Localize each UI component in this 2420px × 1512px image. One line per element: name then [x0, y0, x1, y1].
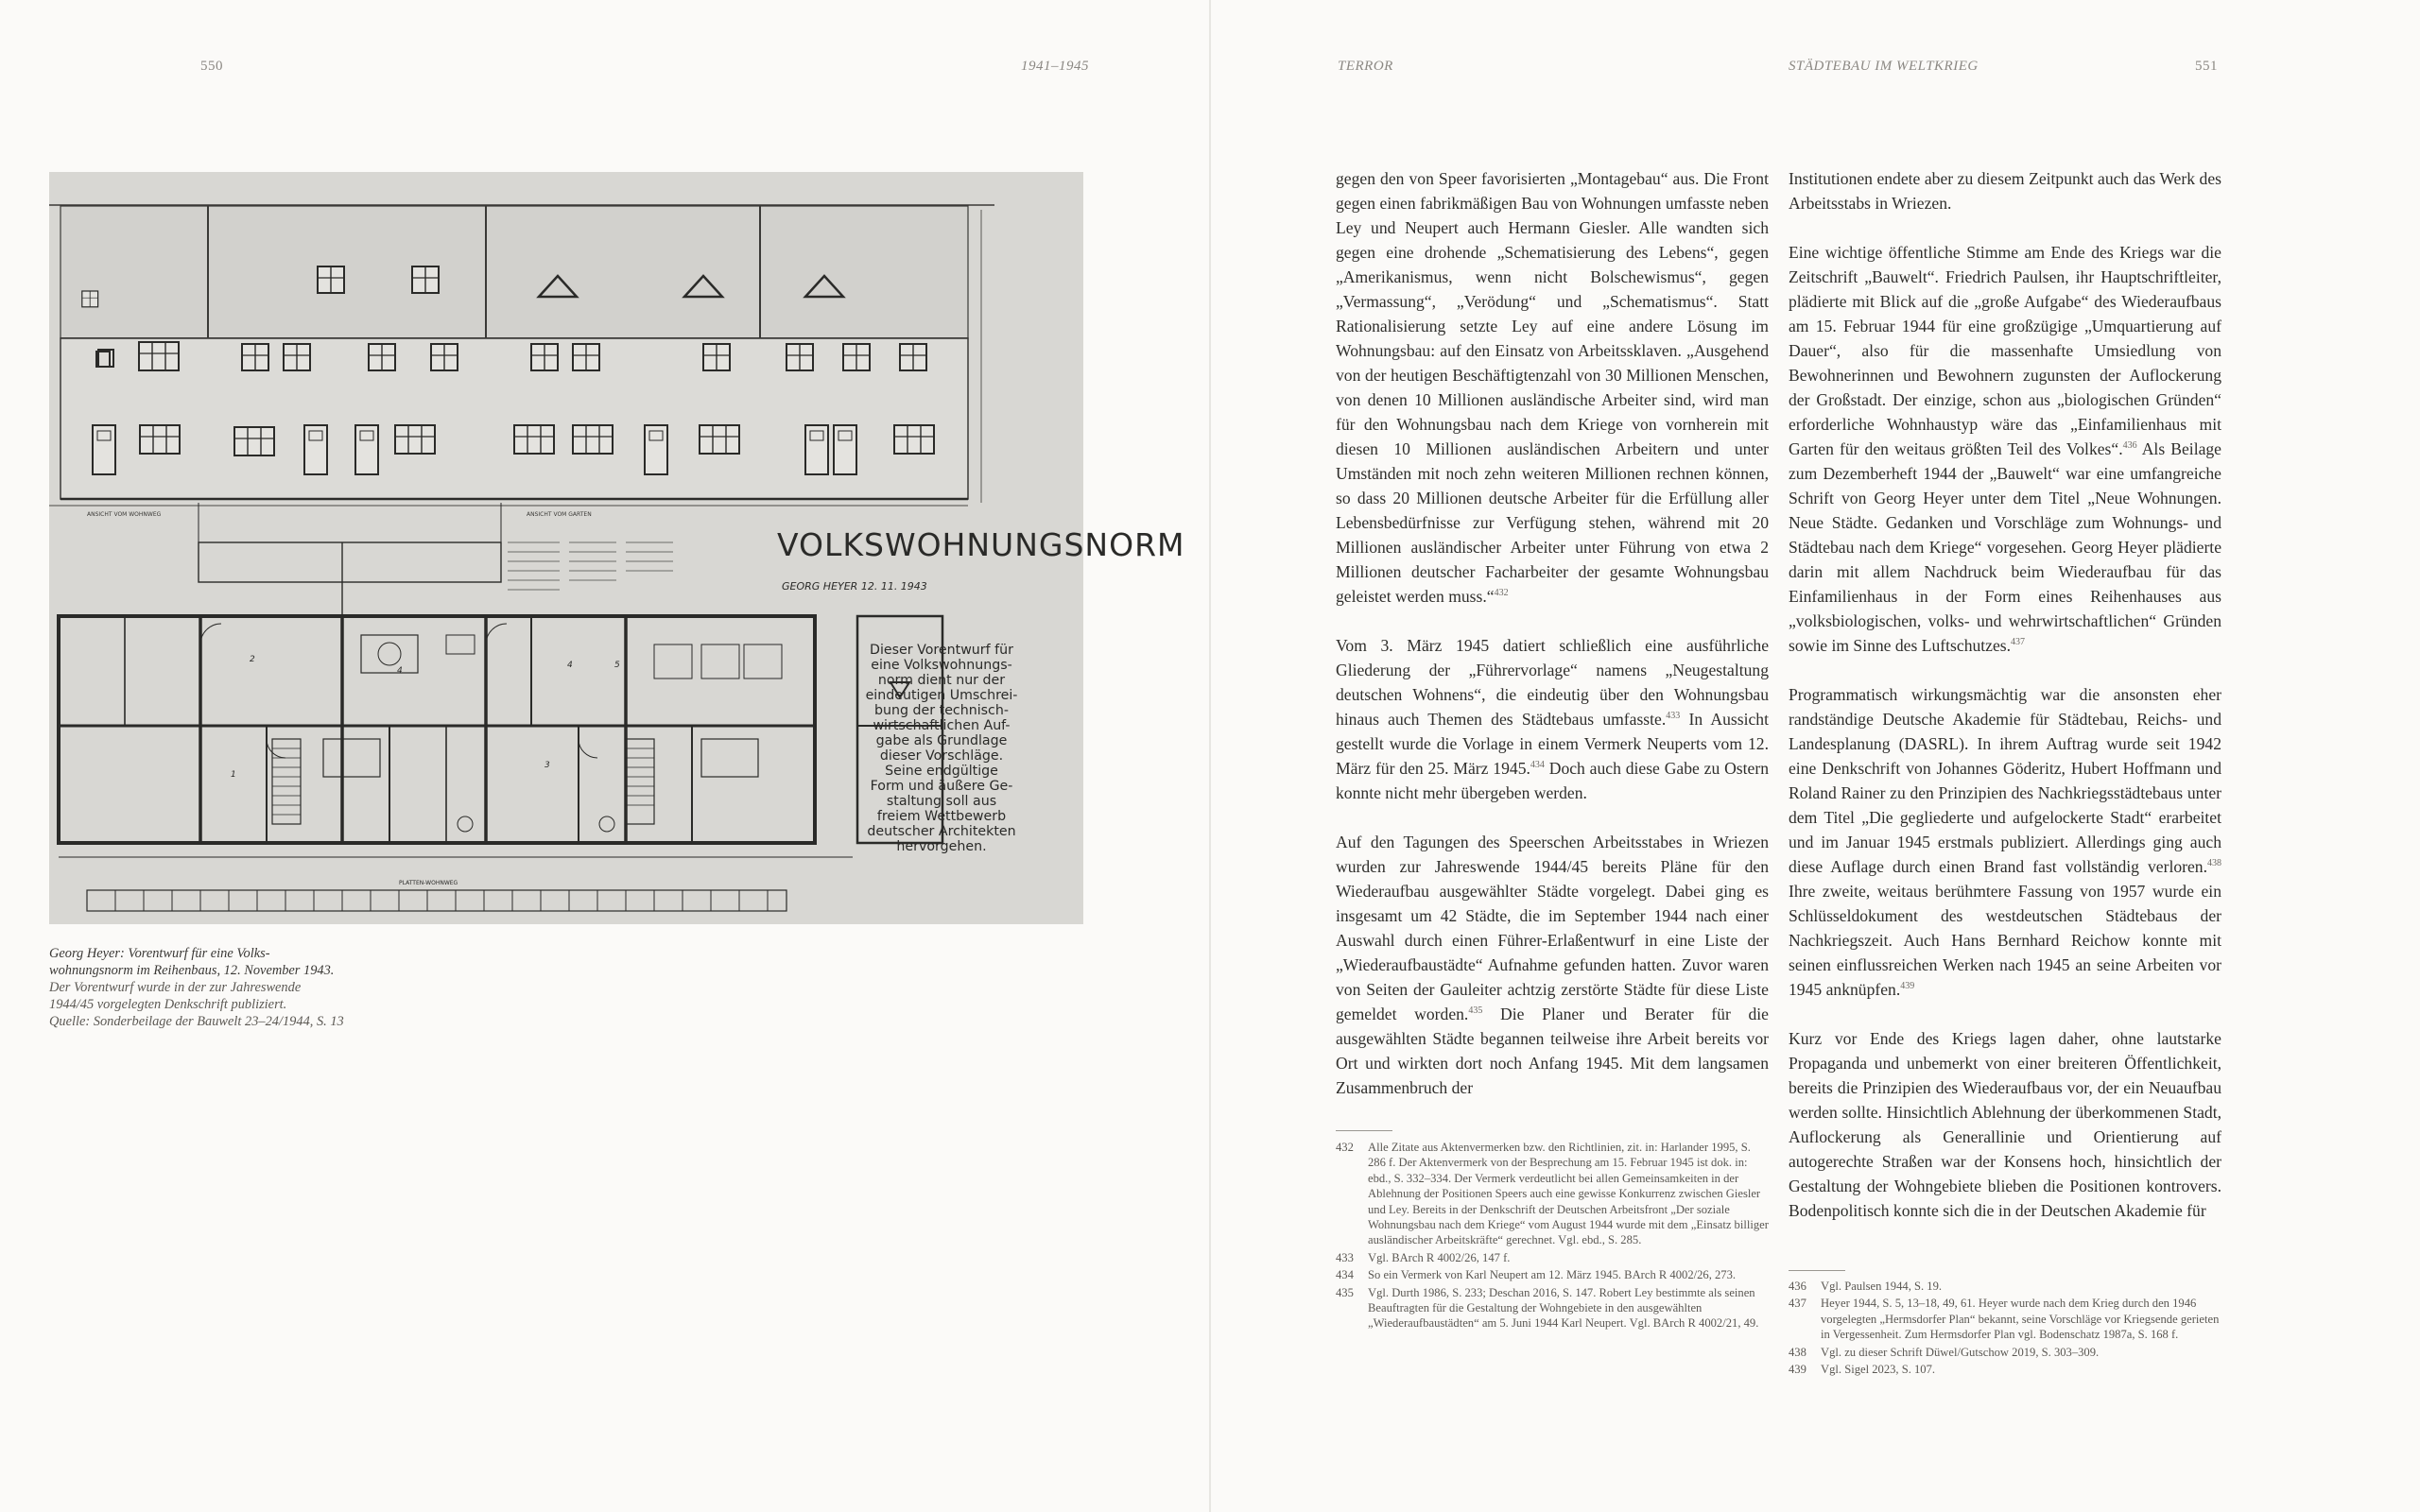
footnote: 437 Heyer 1944, S. 5, 13–18, 49, 61. Heyer wurde nach dem Krieg durch den 1946 vorgelegten „Hermsdorfer Plan“ bekannt, seine Vorschläge vor Kriegsende gerieten in Vergessenheit. Zum Hermsdorfer Plan vgl. Bodenschatz 1987a, S. 168 f.	[1789, 1297, 2220, 1342]
caption-line: 1944/45 vorgelegten Denkschrift publiziert.	[49, 997, 287, 1012]
svg-text:norm dient nur der: norm dient nur der	[877, 673, 1006, 688]
paragraph: Kurz vor Ende des Kriegs lagen daher, ohne lautstarke Propaganda und unbemerkt von einer breiteren Öffentlichkeit, bereits die Prinzipien des Wiederaufbaus vor, der ein Neuaufbau werden sollte. Hinsichtlich Ablehnung der überkommenen Stadt, Auflockerung als Generallinie und Orientierung auf autogerechte Straßen war der Konsens hoch, hinsichtlich der Gestaltung der Wohngebiete blieben die Positionen kontrovers. Bodenpolitisch konnte sich die in der Deutschen Akademie für	[1789, 1029, 2221, 1220]
footnote-rule	[1336, 1130, 1392, 1131]
footnote-ref: 438	[2207, 858, 2221, 869]
caption-line: wohnungsnorm im Reihenbaus, 12. November 1943.	[49, 963, 335, 978]
plate-path-label: PLATTEN-WOHNWEG	[399, 880, 458, 886]
floor-plan-figure	[49, 172, 1185, 924]
right-running-section: TERROR	[1338, 59, 1393, 74]
paragraph: Vom 3. März 1945 datiert schließlich eine ausführliche Gliederung der „Führervorlage“ namens „Neugestaltung deutschen Wohnens“, die eindeutig über den Wohnungsbau hinaus auch Themen des Städtebaus umfasste.$^{433}$ In Aussicht gestellt wurde die Vorlage in einem Vermerk Neuperts vom 12. März für den 25. März 1945.$^{434}$ Doch auch diese Gabe zu Ostern konnte nicht mehr übergeben werden.	[1336, 636, 1769, 802]
right-page-number: 551	[2195, 59, 2218, 74]
footnote: 435 Vgl. Durth 1986, S. 233; Deschan 2016, S. 147. Robert Ley bestimmte als seinen Beauftragten für die Gestaltung der Wohngebiete in den ausgewählten „Wiederaufbaustädten“ am 5. Juni 1944 Karl Neupert. Vgl. BArch R 4002/21, 49.	[1336, 1285, 1759, 1331]
svg-text:gabe als Grundlage: gabe als Grundlage	[875, 733, 1008, 748]
left-running-title: 1941–1945	[1021, 59, 1089, 74]
footnote: 434 So ein Vermerk von Karl Neupert am 12. März 1945. BArch R 4002/26, 273.	[1336, 1268, 1737, 1282]
svg-text:freiem Wettbewerb: freiem Wettbewerb	[876, 809, 1007, 824]
footnote-ref: 435	[1468, 1005, 1483, 1017]
svg-text:Form und äußere Ge-: Form und äußere Ge-	[870, 779, 1013, 794]
svg-text:hervorgehen.: hervorgehen.	[896, 839, 987, 854]
footnote-ref: 439	[1900, 981, 1915, 992]
figure-caption	[49, 945, 446, 1030]
floor-plan-drawing	[49, 172, 1185, 924]
svg-text:wirtschaftlichen Auf-: wirtschaftlichen Auf-	[873, 718, 1011, 733]
svg-text:eine Volkswohnungs-: eine Volkswohnungs-	[871, 658, 1012, 673]
elevation-label-garten: ANSICHT VOM GARTEN	[527, 511, 592, 518]
left-page-number: 550	[200, 59, 223, 74]
paragraph: Institutionen endete aber zu diesem Zeitpunkt auch das Werk des Arbeitsstabs in Wriezen.	[1789, 169, 2221, 213]
footnotes-right	[1789, 1279, 2221, 1379]
footnote: 432 Alle Zitate aus Aktenvermerken bzw. den Richtlinien, zit. in: Harlander 1995, S. 286 f. Der Aktenvermerk von der Besprechung am 15. Februar 1945 ist dok. in: ebd., S. 332–334. Der Vermerk verdeutlicht bei allen Gemeinsamkeiten in der Ablehnung der Positionen Speers auch eine gewisse Konkurrenz zwischen Giesler und Ley. Bereits in der Denkschrift der Deutschen Arbeitsfront „Der soziale Wohnungsbau nach dem Kriege“ vom August 1944 wurde mit dem „Einsatz billiger ausländischer Arbeitskräfte“ gerechnet. Vgl. ebd., S. 285.	[1336, 1141, 1769, 1247]
svg-text:Seine endgültige: Seine endgültige	[885, 764, 998, 779]
paragraph: gegen den von Speer favorisierten „Montagebau“ aus. Die Front gegen einen fabrikmäßigen Bau von Wohnungen umfasste neben Ley und Neupert auch Hermann Giesler. Alle wandten sich gegen eine drohende „Schematisierung des Lebens“, gegen „Amerikanismus, wenn nicht Bolschewismus“, gegen „Vermassung“, „Verödung“ und „Schematismus“. Statt Rationalisierung setzte Ley auf eine andere Lösung im Wohnungsbau: auf den Einsatz von Arbeitssklaven. „Ausgehend von der heutigen Beschäftigtenzahl von 30 Millionen Menschen, von denen 10 Millionen ausländische Arbeiter sind, wird man für den Wohnungsbau nach dem Kriege von vornherein mit diesen 10 Millionen ausländischen Arbeitern und unter Umständen mit noch zehn weiteren Millionen rechnen können, so dass 20 Millionen deutsche Arbeiter für die Erfüllung aller Lebensbedürfnisse zur Verfügung stehen, während mit 20 Millionen ausländischer Arbeiter unter Führung von etwa 2 Millionen deutscher Facharbeiter der gesamte Wohnungsbau geleistet werden muss.“$^{432}$	[1336, 169, 1769, 606]
body-column-2	[1789, 166, 2221, 1223]
svg-text:1: 1	[231, 770, 236, 780]
svg-text:3: 3	[544, 761, 550, 770]
svg-text:4: 4	[567, 661, 573, 670]
footnote: 433 Vgl. BArch R 4002/26, 147 f.	[1336, 1250, 1511, 1264]
drawing-signature: GEORG HEYER 12. 11. 1943	[782, 580, 927, 593]
book-gutter	[1209, 0, 1211, 1512]
svg-text:eindeutigen Umschrei-: eindeutigen Umschrei-	[865, 688, 1018, 703]
svg-text:2: 2	[250, 655, 255, 664]
svg-text:staltung soll aus: staltung soll aus	[886, 794, 997, 809]
footnote-ref: 436	[2122, 440, 2137, 452]
svg-text:5: 5	[614, 661, 620, 670]
footnote-rule	[1789, 1270, 1845, 1271]
elevation-drawing	[49, 205, 994, 518]
footnote-ref: 432	[1494, 588, 1509, 599]
paragraph: Eine wichtige öffentliche Stimme am Ende des Kriegs war die Zeitschrift „Bauwelt“. Friedrich Paulsen, ihr Hauptschriftleiter, plädierte mit Blick auf die „große Aufgabe“ des Wiederaufbaus am 15. Februar 1944 für eine großzügige „Umquartierung auf Dauer“, also für die massenhafte Umsiedlung von Bewohnerinnen und Bewohnern zugunsten der Auflockerung der Großstadt. Der einzige, schon aus „biologischen Gründen“ erforderliche Wohnhaustyp wäre das „Einfamilienhaus mit Garten für den weitaus größten Teil des Volkes“.$^{436}$ Als Beilage zum Dezemberheft 1944 der „Bauwelt“ war eine umfangreiche Schrift von Georg Heyer unter dem Titel „Neue Wohnungen. Neue Städte. Gedanken und Vorschläge zum Wohnungs- und Städtebau nach dem Kriege“ vorgesehen. Georg Heyer plädierte darin mit allem Nachdruck beim Wiederaufbau für das Einfamilienhaus in der Form eines Reihenhauses aus „volksbiologischen, volks- und wehrwirtschaftlichen“ Gründen sowie im Sinne des Luftschutzes.$^{437}$	[1789, 243, 2221, 655]
footnote-ref: 434	[1530, 760, 1545, 771]
svg-text:Dieser Vorentwurf für: Dieser Vorentwurf für	[870, 643, 1013, 658]
footnote: 436 Vgl. Paulsen 1944, S. 19.	[1789, 1280, 1943, 1293]
footnotes-left	[1336, 1140, 1769, 1333]
drawing-title: VOLKSWOHNUNGSNORM	[777, 526, 1185, 563]
right-running-title: STÄDTEBAU IM WELTKRIEG	[1789, 59, 1979, 74]
svg-text:4: 4	[397, 666, 403, 676]
footnote: 439 Vgl. Sigel 2023, S. 107.	[1789, 1363, 1936, 1377]
caption-line: Der Vorentwurf wurde in der zur Jahreswende	[49, 980, 302, 995]
elevation-label-wohnweg: ANSICHT VOM WOHNWEG	[87, 511, 162, 518]
paragraph: Programmatisch wirkungsmächtig war die ansonsten eher randständige Deutsche Akademie für Städtebau, Reichs- und Landesplanung (DASRL). In ihrem Auftrag wurde seit 1942 eine Denkschrift von Johannes Göderitz, Hubert Hoffmann und Roland Rainer zu den Prinzipien des Nachkriegsstädtebaus unter dem Titel „Die gegliederte und aufgelockerte Stadt“ erarbeitet und im Januar 1945 erstmals publiziert. Allerdings ging auch diese Auflage durch einen Brand fast vollständig verloren.$^{438}$ Ihre zweite, weitaus berühmtere Fassung von 1957 wurde ein Schlüsseldokument des westdeutschen Städtebaus der Nachkriegszeit. Auch Hans Bernhard Reichow konnte mit seinen einflussreichen Werken nach 1945 an seine Arbeiten vor 1945 anknüpfen.$^{439}$	[1789, 685, 2221, 999]
footnote-ref: 433	[1666, 711, 1681, 722]
caption-line: Georg Heyer: Vorentwurf für eine Volks-	[49, 946, 270, 961]
footnote-ref: 437	[2011, 637, 2026, 648]
footnote: 438 Vgl. zu dieser Schrift Düwel/Gutschow 2019, S. 303–309.	[1789, 1345, 2100, 1359]
drawing-note	[866, 643, 1018, 854]
caption-line: Quelle: Sonderbeilage der Bauwelt 23–24/1944, S. 13	[49, 1014, 344, 1029]
paragraph: Auf den Tagungen des Speerschen Arbeitsstabes in Wriezen wurden zur Jahreswende 1944/45 bereits Pläne für den Wiederaufbau ausgewählter Städte vorgelegt. Dabei ging es insgesamt um 42 Städte, die im September 1944 nach einer Auswahl durch einen Führer-Erlaßentwurf in eine Liste der „Wiederaufbaustädte“ Aufnahme gefunden hatten. Zuvor waren von Seiten der Gauleiter achtzig zerstörte Städte für diese Liste gemeldet worden.$^{435}$ Die Planer und Berater für die ausgewählten Städte begannen teilweise ihre Arbeit bereits vor Ort und wirkten dort noch Anfang 1945. Mit dem langsamen Zusammenbruch der	[1336, 833, 1769, 1097]
svg-text:dieser Vorschläge.: dieser Vorschläge.	[879, 748, 1004, 764]
svg-text:bung der technisch-: bung der technisch-	[874, 703, 1009, 718]
svg-text:deutscher Architekten: deutscher Architekten	[867, 824, 1016, 839]
body-column-1	[1336, 166, 1769, 1100]
